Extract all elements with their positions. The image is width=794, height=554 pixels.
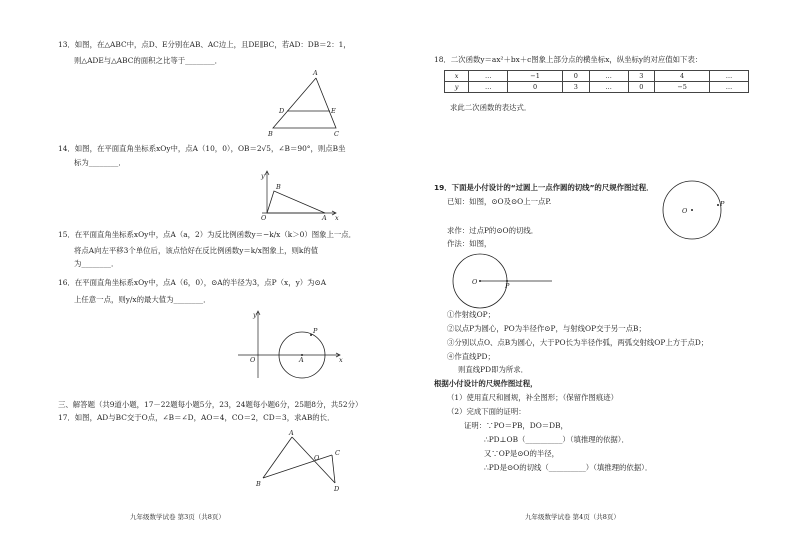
q19-step2: ②以点P为圆心，PO为半径作⊙P，与射线OP交于另一点B；	[447, 324, 646, 333]
q13-line2: 则△ADE与△ABC的面积之比等于________．	[74, 56, 223, 65]
q13-label-e: E	[331, 107, 336, 115]
q19-ask: 求作：过点P的⊙O的切线．	[447, 226, 539, 235]
q19-proof2: ∴PD⊥OB（__________）（填推理的依据）．	[484, 435, 629, 444]
q19-step1: ①作射线OP；	[447, 310, 495, 319]
q13-label-b: B	[268, 130, 273, 138]
q17-label-o: O	[314, 454, 320, 462]
q19-method: 作法：如图，	[447, 239, 492, 248]
footer-right: 九年级数学试卷 第4页（共8页）	[525, 513, 620, 521]
q16-label-a: A	[299, 356, 304, 364]
q19-proof1: 证明：∵PO＝PB，DO＝DB，	[464, 421, 568, 430]
q19-label-p: P	[720, 200, 725, 208]
q16-label-p: P	[313, 327, 318, 335]
q14-label-x: x	[335, 214, 339, 222]
table-cell: y	[445, 82, 469, 93]
q14-label-a: A	[322, 214, 327, 222]
q15-line3: 为________．	[74, 259, 119, 268]
q14-line2: 标为________．	[74, 158, 126, 167]
table-cell: 4	[655, 71, 710, 82]
q13-label-d: D	[279, 107, 285, 115]
q19-step4: ④作直线PD；	[447, 352, 495, 361]
table-cell: …	[589, 71, 628, 82]
q13-label-a: A	[313, 69, 318, 77]
q16-line2: 上任意一点，则y/x的最大值为________．	[74, 295, 211, 304]
q19-fig2-label-p: P	[505, 282, 510, 290]
q13-line1: 13．如图，在△ABC中，点D、E分别在AB、AC边上，且DE∥BC，若AD：DB＝2：1，	[58, 40, 351, 49]
section3-heading: 三、解答题（共9道小题，17－22题每小题5分，23，24题每小题6分，25题8分，共52分）	[58, 400, 363, 409]
q17-line1: 17．如图，AD与BC交于O点，∠B＝∠D，AO＝4，CO＝2，CD＝3，求AB的长．	[58, 413, 335, 422]
q19-title: 19．下面是小付设计的“过圆上一点作圆的切线”的尺规作图过程．	[434, 183, 654, 192]
table-cell: x	[445, 71, 469, 82]
q14-line1: 14．如图，在平面直角坐标系xOy中，点A（10，0），OB＝2√5，∠B＝90°，则点B坐	[58, 144, 346, 153]
q15-line2: 将点A向左平移3个单位后，该点恰好在反比例函数y＝k/x图象上，则k的值	[74, 246, 319, 255]
table-cell: 0	[628, 82, 655, 93]
q19-step3: ③分别以点O、点B为圆心，大于PO长为半径作弧，两弧交射线OP上方于点D；	[447, 338, 709, 347]
q17-label-a: A	[289, 429, 294, 437]
q19-fig2-label-o: O	[472, 278, 478, 286]
table-cell: 3	[563, 82, 590, 93]
q14-label-b: B	[276, 183, 281, 191]
q19-known: 已知：如图，⊙O及⊙O上一点P.	[447, 197, 552, 206]
table-cell: 0	[563, 71, 590, 82]
footer-left: 九年级数学试卷 第3页（共8页）	[130, 513, 225, 521]
q16-label-o: O	[250, 356, 256, 364]
table-cell: 0	[508, 82, 563, 93]
table-cell: …	[710, 82, 749, 93]
q17-label-c: C	[335, 449, 340, 457]
q19-conclusion: 则直线PD即为所求．	[458, 365, 529, 374]
table-cell: …	[469, 71, 508, 82]
q17-label-b: B	[256, 480, 261, 488]
q18-line1: 18．二次函数y＝ax²＋bx＋c图象上部分点的横坐标x，纵坐标y的对应值如下表：	[434, 55, 703, 64]
q17-label-d: D	[334, 485, 340, 493]
q16-label-y: y	[253, 311, 257, 319]
q15-line1: 15．在平面直角坐标系xOy中，点A（a，2）为反比例函数y＝−k/x（k＞0）图象上一点．	[58, 230, 357, 239]
q13-label-c: C	[334, 130, 339, 138]
q14-label-o: O	[261, 214, 267, 222]
q14-label-y: y	[261, 172, 265, 180]
q19-task2: （2）完成下面的证明：	[447, 407, 526, 416]
table-cell: …	[710, 71, 749, 82]
q16-label-x: x	[339, 356, 343, 364]
q18-line2: 求此二次函数的表达式．	[450, 103, 532, 112]
table-cell: 3	[628, 71, 655, 82]
table-cell: …	[589, 82, 628, 93]
q19-task1: （1）使用直尺和圆规，补全图形；（保留作图痕迹）	[447, 393, 618, 402]
table-cell: −1	[508, 71, 563, 82]
q19-label-o: O	[682, 207, 688, 215]
q19-proof3: 又∵OP是⊙O的半径，	[484, 449, 560, 458]
q19-proof4: ∴PD是⊙O的切线（__________）（填推理的依据）．	[484, 463, 653, 472]
q16-line1: 16．在平面直角坐标系xOy中，点A（6，0），⊙A的半径为3，点P（x，y）为⊙A	[58, 278, 327, 287]
table-cell: −5	[655, 82, 710, 93]
q19-instruction: 根据小付设计的尺规作图过程，	[434, 379, 538, 388]
table-cell: …	[469, 82, 508, 93]
